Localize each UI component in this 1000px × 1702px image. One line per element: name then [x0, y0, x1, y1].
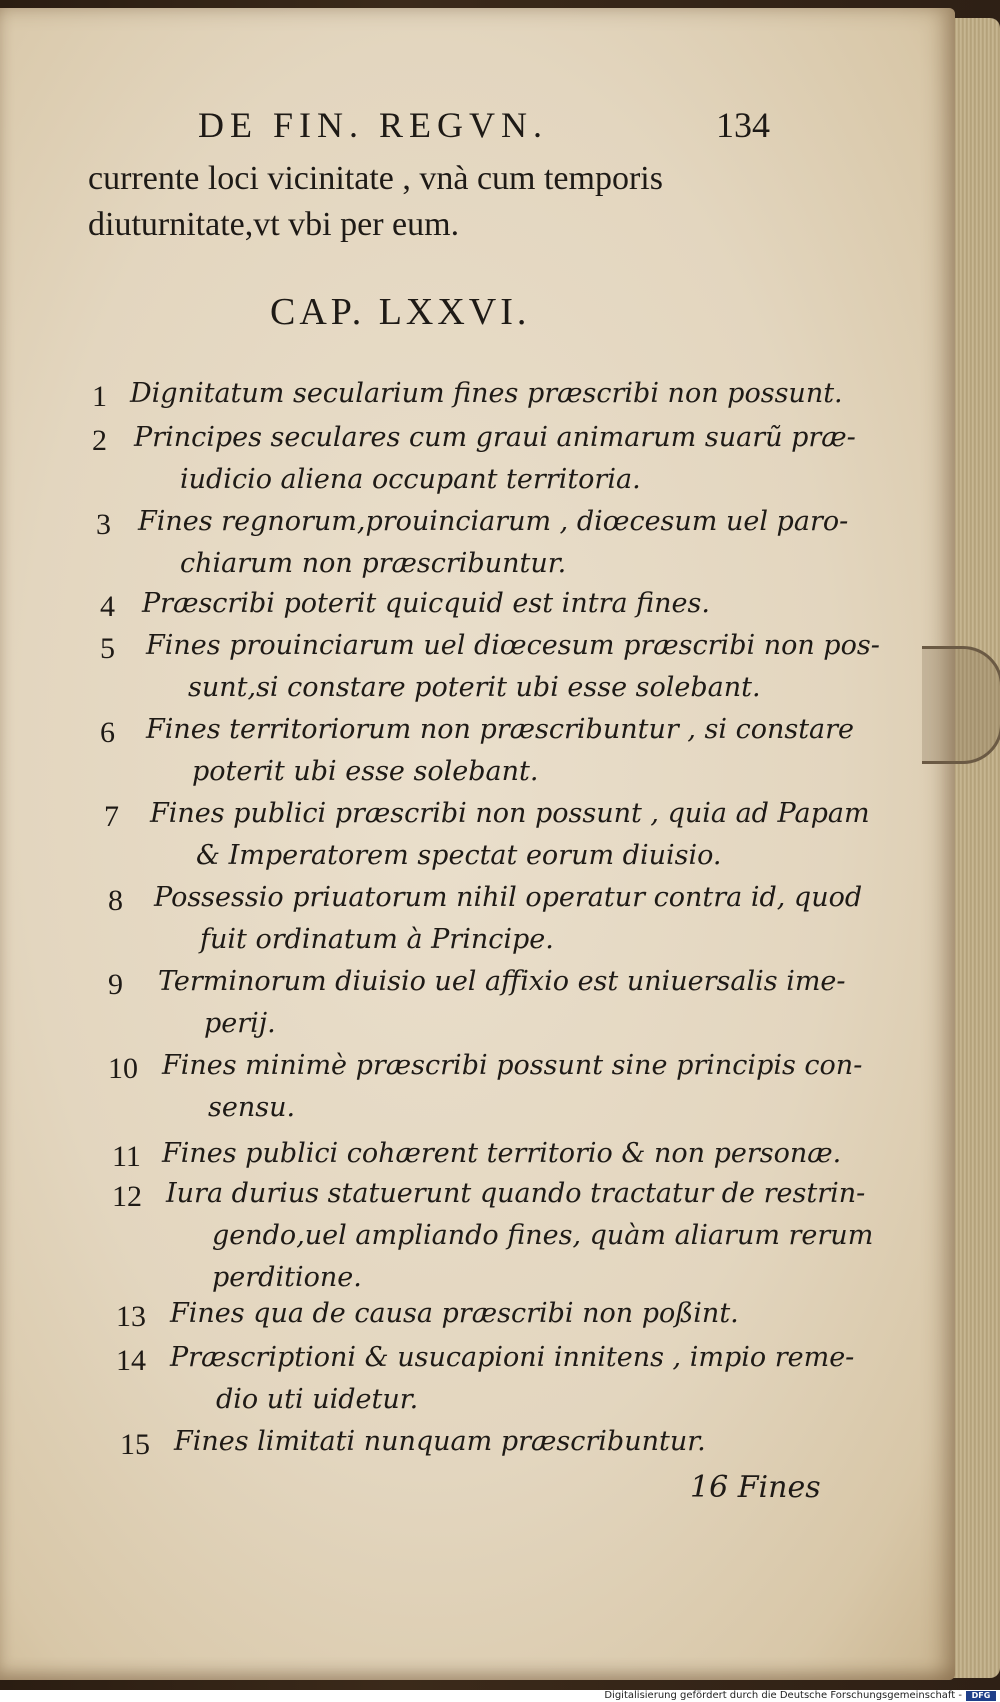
entry-line: Iura durius statuerunt quando tractatur de restrin- [166, 1178, 866, 1209]
continuation-line: diuturnitate,vt vbi per eum. [88, 206, 460, 243]
entry-line: Fines prouinciarum uel diœcesum præscribi non pos- [146, 630, 880, 661]
clasp [922, 646, 1000, 764]
entry-number: 6 [100, 716, 115, 749]
entry-number: 14 [116, 1344, 146, 1377]
entry-number: 2 [92, 424, 107, 457]
entry-line: Fines limitati nunquam præscribuntur. [174, 1426, 706, 1457]
entry-line: Præscribi poterit quicquid est intra fines. [142, 588, 710, 619]
page-number: 134 [716, 105, 770, 145]
entry-line: dio uti uidetur. [216, 1384, 419, 1415]
running-head: DE FIN. REGVN. [198, 105, 548, 145]
entry-line: sunt,si constare poterit ubi esse solebant. [188, 672, 761, 703]
book-page [0, 8, 955, 1680]
entry-number: 3 [96, 508, 111, 541]
catchword: 16 Fines [690, 1470, 821, 1505]
entry-number: 15 [120, 1428, 150, 1461]
entry-line: Fines qua de causa præscribi non poßint. [170, 1298, 739, 1329]
continuation-line: currente loci vicinitate , vnà cum temporis [88, 160, 663, 197]
chapter-heading: CAP. LXXVI. [270, 291, 531, 333]
entry-number: 11 [112, 1140, 141, 1173]
entry-line: Fines territoriorum non præscribuntur , si constare [146, 714, 855, 745]
entry-line: gendo,uel ampliando fines, quàm aliarum rerum [212, 1220, 874, 1251]
entry-number: 13 [116, 1300, 146, 1333]
entry-line: Fines publici præscribi non possunt , quia ad Papam [150, 798, 870, 829]
entry-number: 8 [108, 884, 123, 917]
funding-credit: Digitalisierung gefördert durch die Deutsche Forschungsgemeinschaft - [604, 1690, 962, 1701]
entry-line: & Imperatorem spectat eorum diuisio. [196, 840, 722, 871]
entry-line: fuit ordinatum à Principe. [200, 924, 554, 955]
entry-line: Terminorum diuisio uel affixio est uniuersalis ime- [158, 966, 846, 997]
entry-number: 9 [108, 968, 123, 1001]
entry-line: Principes seculares cum graui animarum suarũ præ- [134, 422, 856, 453]
entry-line: Dignitatum secularium fines præscribi non possunt. [130, 378, 843, 409]
entry-line: poterit ubi esse solebant. [192, 756, 539, 787]
entry-line: perij. [204, 1008, 276, 1039]
entry-number: 12 [112, 1180, 142, 1213]
entry-line: Possessio priuatorum nihil operatur contra id, quod [154, 882, 863, 913]
entry-line: chiarum non præscribuntur. [180, 548, 567, 579]
entry-line: iudicio aliena occupant territoria. [180, 464, 641, 495]
entry-number: 7 [104, 800, 119, 833]
entry-number: 4 [100, 590, 115, 623]
entry-line: perditione. [212, 1262, 362, 1293]
entry-number: 1 [92, 380, 107, 413]
entry-line: Præscriptioni & usucapioni innitens , impio reme- [170, 1342, 855, 1373]
entry-number: 5 [100, 632, 115, 665]
entry-line: Fines publici cohærent territorio & non personæ. [162, 1138, 842, 1169]
entry-line: Fines regnorum,prouinciarum , diœcesum uel paro- [138, 506, 849, 537]
dfg-logo: DFG [966, 1691, 996, 1701]
entry-number: 10 [108, 1052, 138, 1085]
entry-line: sensu. [208, 1092, 296, 1123]
entry-line: Fines minimè præscribi possunt sine principis con- [162, 1050, 863, 1081]
footer-bar [0, 1690, 1000, 1702]
